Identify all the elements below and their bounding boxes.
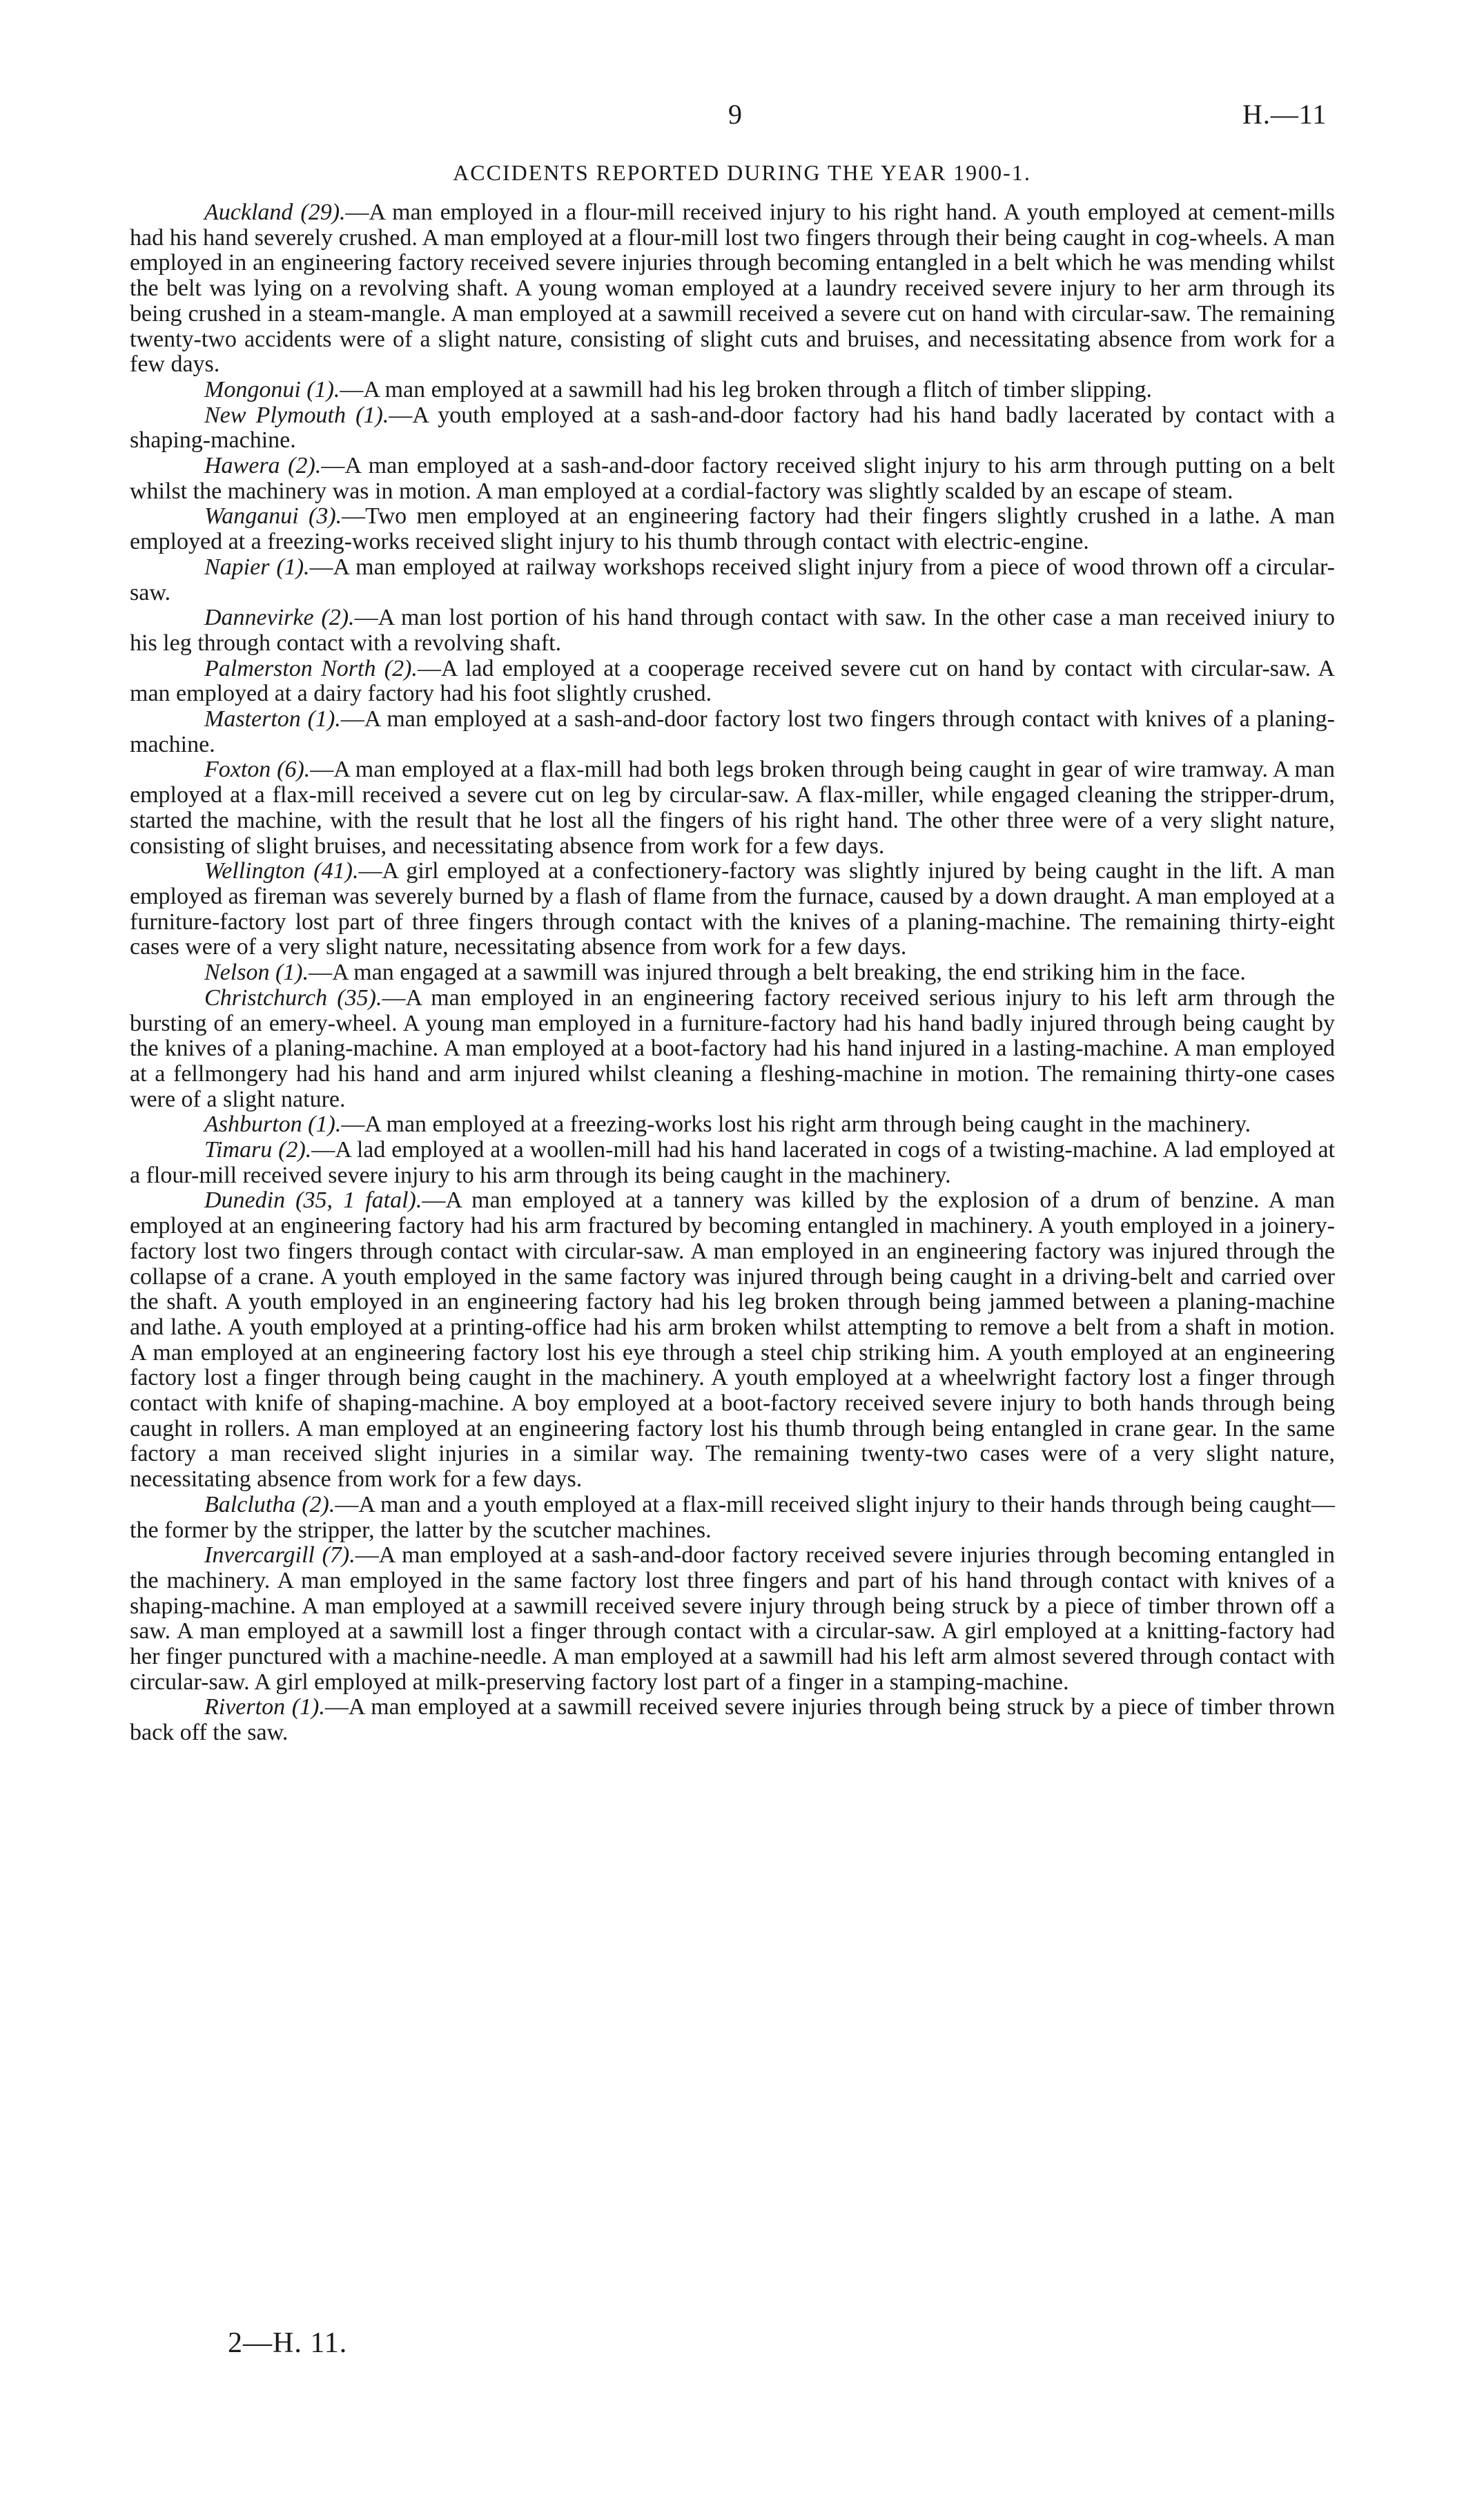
region-report-text: —A man employed at a sash-and-door factory received severe injuries through becoming entangled in the machinery. A man employed in the same factory lost three fingers and part of his hand through contact with knives of a shaping-machine. A man employed at a sawmill received severe injury through being struck by a piece of timber thrown off a saw. A man employed at a sawmill lost a finger through contact with a circular-saw. A girl employed at a knitting-factory had her finger punctured with a machine-needle. A man employed at a sawmill had his left arm almost severed through contact with circular-saw. A girl employed at milk-preserving factory lost part of a finger in a stamping-machine. [130,1542,1335,1695]
region-report-text: —Two men employed at an engineering factory had their fingers slightly crushed in a lathe. A man employed at a freezing-works received slight injury to his thumb through contact with electric-engine. [130,503,1335,555]
report-paragraph-palmerston-north [130,657,1335,707]
region-name: Foxton (6). [204,757,311,783]
report-paragraph-wanganui [130,504,1335,554]
region-name: Nelson (1). [204,960,309,986]
region-name: Napier (1). [204,554,310,580]
region-name: Auckland (29). [204,200,346,225]
region-report-text: —A girl employed at a confectionery-factory was slightly injured by being caught in the lift. A man employed as fireman was severely burned by a flash of flame from the furnace, caused by a down draught. A man employed at a furniture-factory lost part of three fingers through contact with the knives of a planing-machine. The remaining thirty-eight cases were of a very slight nature, necessitating absence from work for a few days. [130,858,1335,960]
region-report-text: —A man employed in an engineering factory received serious injury to his left arm through the bursting of an emery-wheel. A young man employed in a furniture-factory had his hand badly injured through being caught by the knives of a planing-machine. A man employed at a boot-factory had his hand injured in a lasting-machine. A man employed at a fellmongery had his hand and arm injured whilst cleaning a fleshing-machine in motion. The remaining thirty-one cases were of a slight nature. [130,984,1335,1112]
region-name: Palmerston North (2). [204,655,418,681]
region-report-text: —A lad employed at a woollen-mill had his hand lacerated in cogs of a twisting-machine. A lad employed at a flour-mill received severe injury to his arm through its being caught in the machinery. [130,1137,1335,1188]
report-paragraph-napier [130,555,1335,605]
region-report-text: —A man lost portion of his hand through contact with saw. In the other case a man received iniury to his leg through contact with a revolving shaft. [130,605,1335,656]
report-paragraph-christchurch [130,986,1335,1113]
region-report-text: —A man employed at a sash-and-door factory lost two fingers through contact with knives of a planing-machine. [130,706,1335,757]
region-report-text: —A man employed at a freezing-works lost his right arm through being caught in the machinery. [341,1111,1251,1138]
region-report-text: —A man employed at a flax-mill had both legs broken through being caught in gear of wire tramway. A man employed at a flax-mill received a severe cut on leg by circular-saw. A flax-miller, while engaged cleaning the stripper-drum, started the machine, with the result that he lost all the fingers of his right hand. The other three were of a very slight nature, consisting of slight bruises, and necessitating absence from work for a few days. [130,757,1335,859]
document-reference: H.—11 [1242,99,1327,130]
region-report-text: —A man employed at a tannery was killed by the explosion of a drum of benzine. A man employed at an engineering factory had his arm fractured by becoming entangled in machinery. A youth employed in a joinery-factory lost two fingers through contact with circular-saw. A man employed in an engineering factory was injured through the collapse of a crane. A youth employed in the same factory was injured through being caught in a driving-belt and carried over the shaft. A youth employed in an engineering factory had his leg broken through being jammed between a planing-machine and lathe. A youth employed at a printing-office had his arm broken whilst attempting to remove a belt from a shaft in motion. A man employed at an engineering factory lost his eye through a steel chip striking him. A youth employed at an engineering factory lost a finger through being caught in the machinery. A youth employed at a wheelwright factory lost a finger through contact with knife of shaping-machine. A boy employed at a boot-factory received severe injury to both hands through being caught in rollers. A man employed at an engineering factory lost his thumb through being entangled in crane gear. In the same factory a man received slight injuries in a similar way. The remaining twenty-two cases were of a very slight nature, necessitating absence from work for a few days. [130,1187,1335,1493]
region-name: Dannevirke (2). [204,605,355,631]
region-report-text: —A man employed at a sawmill received severe injuries through being struck by a piece of timber thrown back off the saw. [130,1694,1336,1746]
region-name: Riverton (1). [204,1694,325,1720]
report-paragraph-dannevirke [130,605,1335,656]
region-name: Christchurch (35). [204,984,382,1011]
page-number: 9 [728,99,742,130]
report-paragraph-mongonui [130,378,1335,403]
report-paragraph-ashburton [130,1112,1335,1138]
region-name: Timaru (2). [204,1137,312,1163]
report-paragraph-timaru [130,1138,1335,1188]
region-report-text: —A youth employed at a sash-and-door factory had his hand badly lacerated by contact with a shaping-machine. [130,402,1335,454]
region-name: Wanganui (3). [204,503,342,530]
report-paragraph-new-plymouth [130,403,1335,454]
region-report-text: —A lad employed at a cooperage received severe cut on hand by contact with circular-saw. A man employed at a dairy factory had his foot slightly crushed. [130,655,1335,707]
region-report-text: —A man employed at a sawmill had his leg broken through a flitch of timber slipping. [340,376,1152,402]
report-paragraph-invercargill [130,1543,1335,1695]
region-name: Masterton (1). [204,706,341,732]
region-report-text: —A man and a youth employed at a flax-mill received slight injury to their hands through being caught—the former by the stripper, the latter by the scutcher machines. [130,1491,1336,1543]
region-name: Mongonui (1). [204,376,340,402]
page-title: ACCIDENTS REPORTED DURING THE YEAR 1900-1. [453,160,1031,185]
region-report-text: —A man employed at railway workshops received slight injury from a piece of wood thrown off a circular-saw. [130,554,1336,605]
report-paragraph-auckland [130,200,1335,378]
region-name: New Plymouth (1). [204,402,389,428]
region-report-text: —A man employed in a flour-mill received injury to his right hand. A youth employed at cement-mills had his hand severely crushed. A man employed at a flour-mill lost two fingers through their being caught in cog-wheels. A man employed in an engineering factory received severe injuries through becoming entangled in a belt which he was mending whilst the belt was lying on a revolving shaft. A young woman employed at a laundry received severe injury to her arm through its being crushed in a steam-mangle. A man employed at a sawmill received a severe cut on hand with circular-saw. The remaining twenty-two accidents were of a slight nature, consisting of slight cuts and bruises, and necessitating absence from work for a few days. [130,200,1335,378]
region-report-text: —A man engaged at a sawmill was injured through a belt breaking, the end striking him in the face. [309,960,1246,986]
region-report-text: —A man employed at a sash-and-door factory received slight injury to his arm through putting on a belt whilst the machinery was in motion. A man employed at a cordial-factory was slightly scalded by an escape of steam. [130,453,1335,504]
region-name: Ashburton (1). [204,1111,342,1138]
signature-mark: 2—H. 11. [228,2327,348,2359]
region-name: Invercargill (7). [204,1542,355,1569]
report-paragraph-masterton [130,707,1335,757]
report-paragraph-hawera [130,454,1335,504]
report-paragraph-foxton [130,757,1335,859]
region-name: Balclutha (2). [204,1491,335,1517]
region-name: Dunedin (35, 1 fatal). [204,1187,422,1214]
region-name: Wellington (41). [204,858,359,884]
region-name: Hawera (2). [204,453,322,479]
report-paragraph-nelson [130,960,1335,986]
page-header [0,98,1484,139]
report-paragraph-balclutha [130,1493,1335,1543]
report-paragraph-dunedin [130,1188,1335,1492]
accident-report-body [130,200,1335,1746]
report-paragraph-riverton [130,1695,1335,1745]
report-paragraph-wellington [130,859,1335,960]
